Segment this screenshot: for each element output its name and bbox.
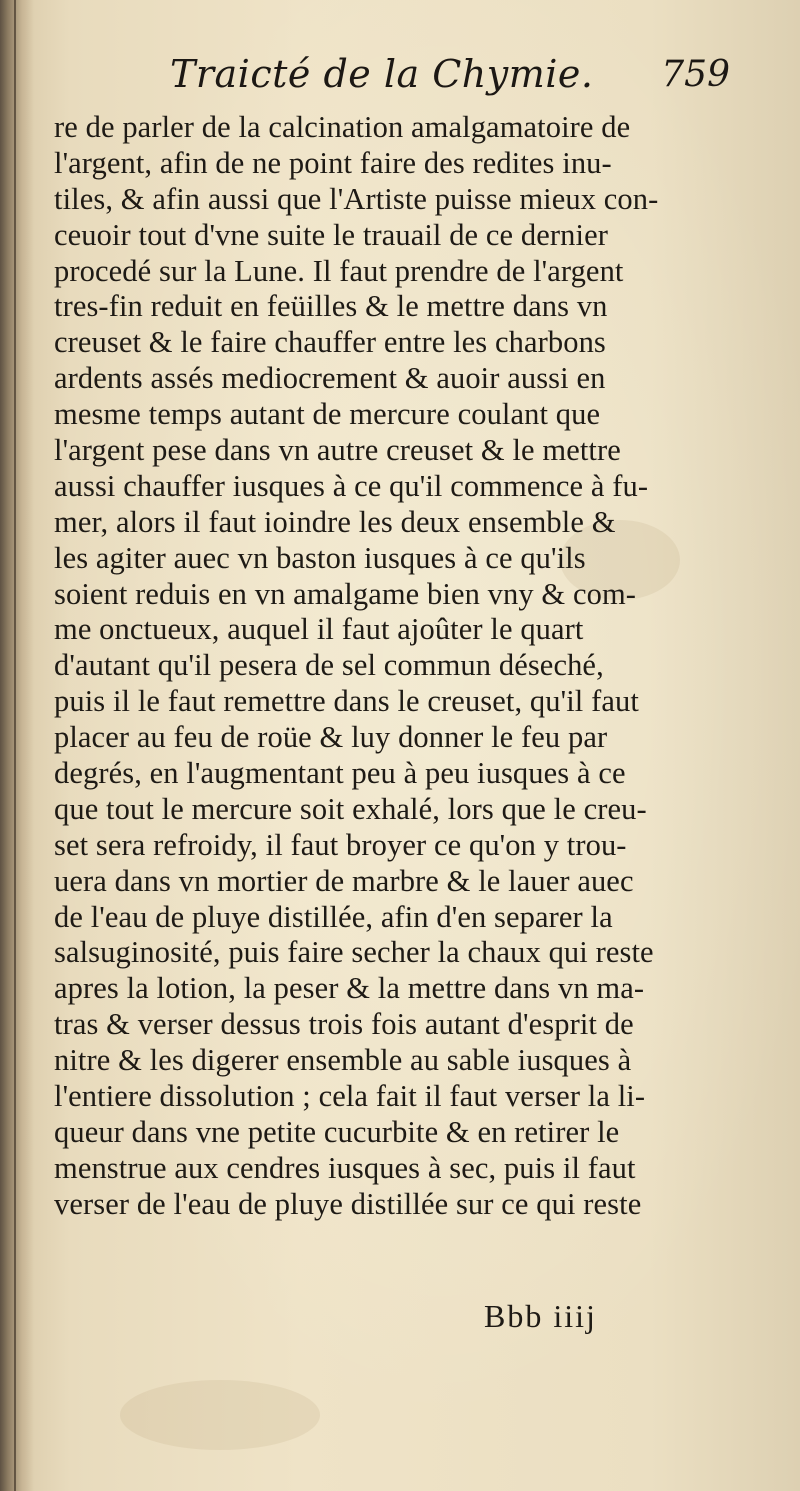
text-line: mer, alors il faut ioindre les deux ensemble & <box>54 504 616 539</box>
paper-stain <box>120 1380 320 1450</box>
text-line: l'entiere dissolution ; cela fait il faut verser la li- <box>54 1079 646 1114</box>
text-line: creuset & le faire chauffer entre les charbons <box>54 325 606 360</box>
running-title: Traicté de la Chymie. <box>170 52 594 96</box>
text-line: d'autant qu'il pesera de sel commun déseché, <box>54 648 604 683</box>
body-text <box>54 110 710 1223</box>
text-line: tiles, & afin aussi que l'Artiste puisse mieux con- <box>54 181 659 216</box>
text-line: apres la lotion, la peser & la mettre dans vn ma- <box>54 971 645 1006</box>
text-line: set sera refroidy, il faut broyer ce qu'on y trou- <box>54 827 627 862</box>
gutter-edge <box>14 0 16 1491</box>
text-line: ceuoir tout d'vne suite le trauail de ce dernier <box>54 217 608 252</box>
text-line: ardents assés mediocrement & auoir aussi en <box>54 361 606 396</box>
text-line: queur dans vne petite cucurbite & en retirer le <box>54 1114 620 1149</box>
text-line: procedé sur la Lune. Il faut prendre de l'argent <box>54 253 624 288</box>
text-line: de l'eau de pluye distillée, afin d'en separer la <box>54 899 613 934</box>
text-line: aussi chauffer iusques à ce qu'il commence à fu- <box>54 468 649 503</box>
page-number: 759 <box>661 54 730 95</box>
text-line: l'argent, afin de ne point faire des redites inu- <box>54 145 612 180</box>
text-line: tras & verser dessus trois fois autant d'esprit de <box>54 1007 634 1042</box>
text-line: placer au feu de roüe & luy donner le feu par <box>54 720 608 755</box>
text-line: que tout le mercure soit exhalé, lors que le creu- <box>54 791 647 826</box>
text-line: degrés, en l'augmentant peu à peu iusques à ce <box>54 756 626 791</box>
text-line: mesme temps autant de mercure coulant que <box>54 397 601 432</box>
text-line: uera dans vn mortier de marbre & le lauer auec <box>54 863 634 898</box>
text-line: tres-fin reduit en feüilles & le mettre dans vn <box>54 289 608 324</box>
signature-mark: Bbb iiij <box>484 1298 597 1334</box>
text-line: salsuginosité, puis faire secher la chaux qui reste <box>54 935 654 970</box>
book-gutter <box>0 0 34 1491</box>
text-line: l'argent pese dans vn autre creuset & le mettre <box>54 433 621 468</box>
text-line: menstrue aux cendres iusques à sec, puis il faut <box>54 1150 636 1185</box>
text-line: re de parler de la calcination amalgamatoire de <box>54 110 631 144</box>
text-line: verser de l'eau de pluye distillée sur ce qui reste <box>54 1186 642 1221</box>
text-line: puis il le faut remettre dans le creuset, qu'il faut <box>54 684 639 719</box>
text-line: soient reduis en vn amalgame bien vny & com- <box>54 576 637 611</box>
page-header <box>60 52 730 112</box>
text-line: nitre & les digerer ensemble au sable iusques à <box>54 1043 632 1078</box>
text-line: me onctueux, auquel il faut ajoûter le quart <box>54 612 584 647</box>
text-line: les agiter auec vn baston iusques à ce qu'ils <box>54 540 586 575</box>
